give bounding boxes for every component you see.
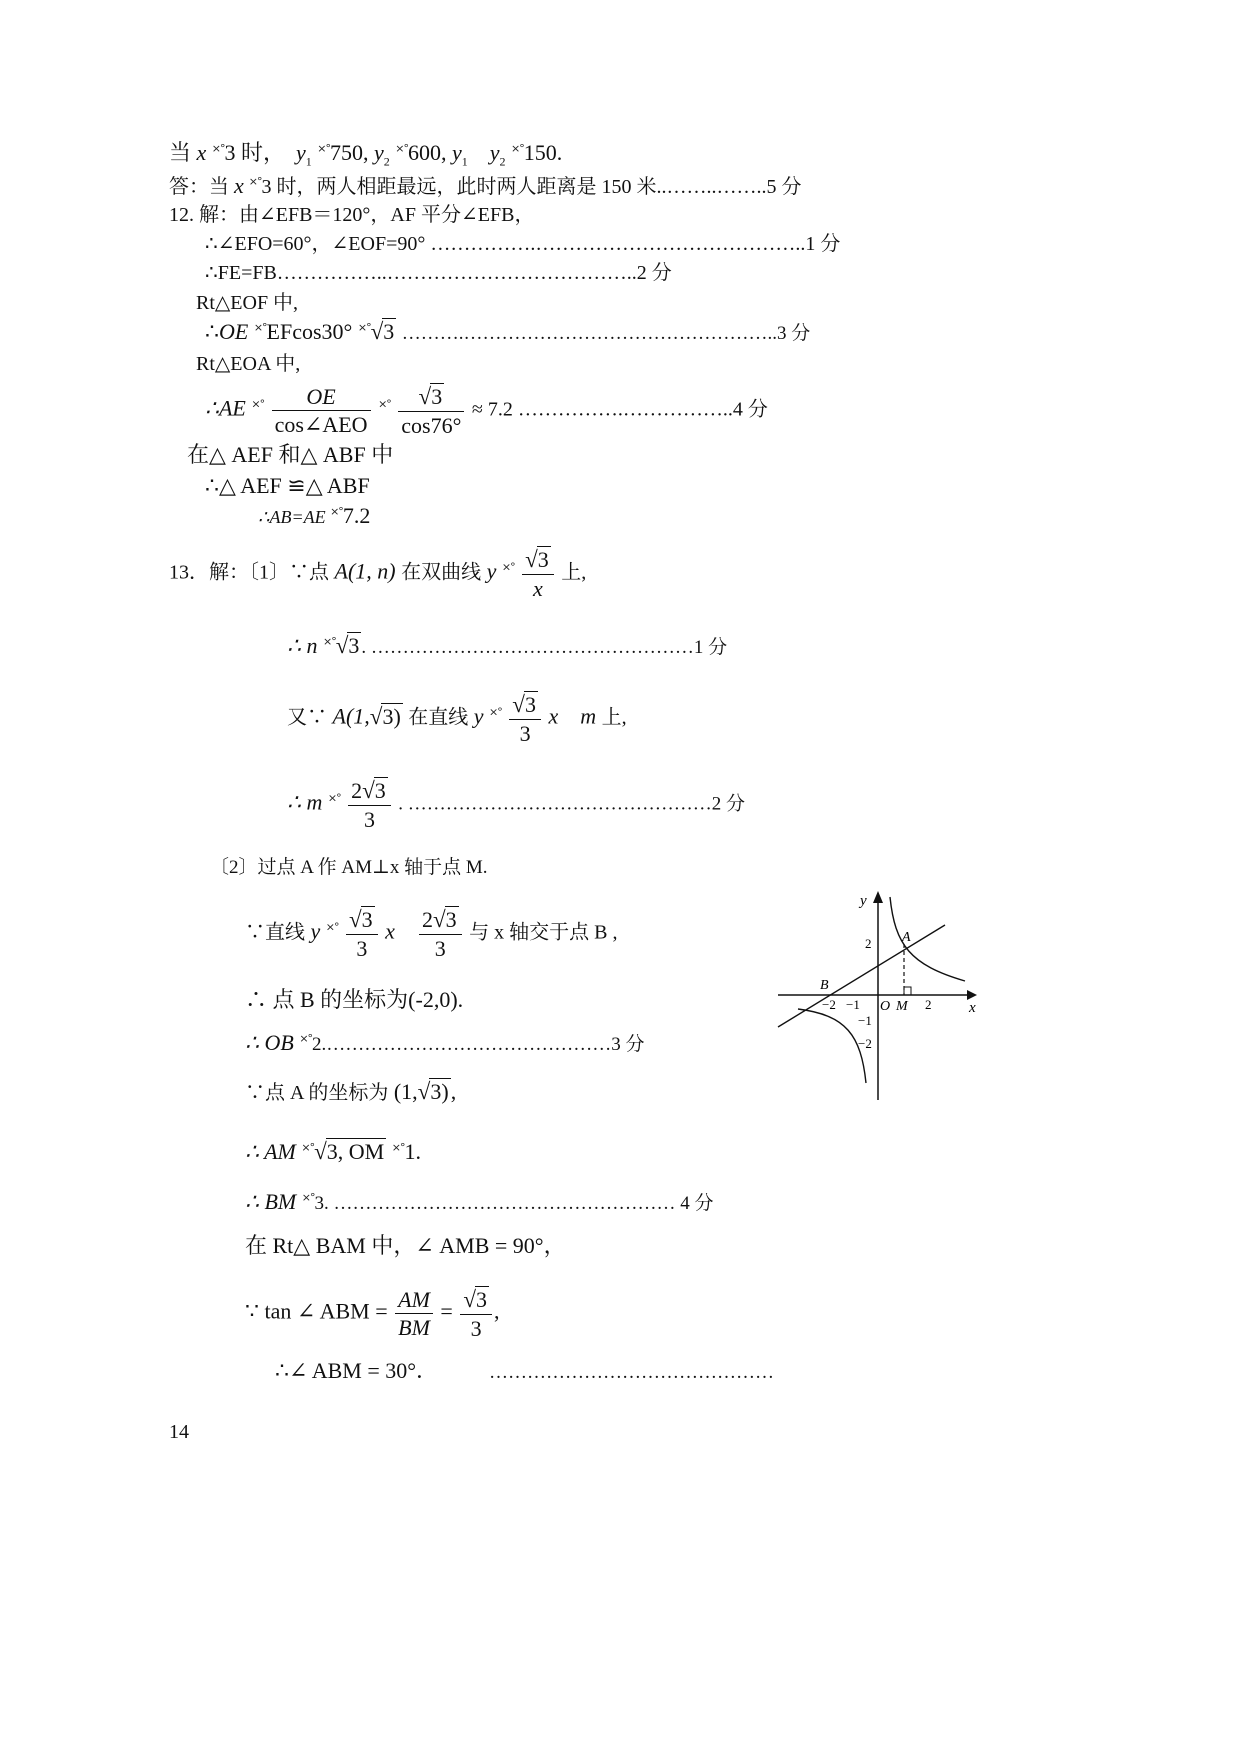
var-m: ∴ m (287, 789, 323, 815)
denominator: 3 (470, 1315, 482, 1341)
text: 上, (561, 561, 587, 584)
sqrt: √3 (370, 318, 395, 344)
value-600: 600, (407, 140, 447, 165)
text: 在直线 (408, 706, 469, 729)
text: , (494, 1298, 500, 1324)
numerator: AM (395, 1286, 433, 1315)
coordinate: (1, (393, 1079, 418, 1104)
var-bm: ∴ BM (245, 1189, 297, 1214)
y-axis-label: y (860, 893, 867, 909)
line-21: ∵点 A 的坐标为 (1,√3), (245, 1078, 457, 1104)
denominator: 3 (356, 935, 368, 961)
var-ob: ∴ OB (245, 1030, 294, 1055)
text: ……….…………………………………………..3 分 (401, 323, 811, 344)
text: EFcos30° (266, 319, 353, 344)
garbled-symbol: ×° (248, 175, 262, 188)
var-y2: y (489, 140, 500, 165)
page-number: 14 (169, 1421, 189, 1443)
garbled-symbol: ×° (301, 1141, 315, 1154)
sqrt-arg: 3 (431, 384, 443, 409)
fraction: $\frac{√3}{3}$ (460, 1285, 492, 1342)
hyperbola-branch-2 (798, 1009, 866, 1083)
sqrt-arg: 3 (445, 907, 457, 932)
fraction (395, 1286, 433, 1342)
line-16 (287, 776, 745, 833)
point-m-label: M (896, 999, 908, 1014)
garbled-symbol: ×° (327, 791, 341, 805)
text: ∵直线 (245, 921, 305, 944)
line-23 (245, 1189, 714, 1216)
sqrt-arg: 3 (348, 633, 360, 658)
denominator: 3 (363, 806, 375, 832)
line-9 (205, 382, 768, 439)
text: 当 (169, 140, 192, 165)
text: 2.………………………………………3 分 (312, 1034, 645, 1055)
garbled-symbol: ×° (378, 397, 391, 411)
text: 3. ……………………………………………… 4 分 (314, 1193, 714, 1214)
line-1: 当 x ×°3 时， $y_1$ ×°750, $y_2$ ×°600, $y_1$ $y_2$ ×°150. (169, 140, 563, 169)
fraction: $\frac{2√3}{3}$ (348, 776, 391, 833)
garbled-symbol: ×° (211, 142, 225, 155)
fraction: $\frac{2√3}{3}$ (419, 905, 462, 962)
denominator: cos76° (401, 412, 462, 438)
sqrt-arg: 3 (383, 319, 395, 344)
text: 13．解：〔1〕∵点 (169, 561, 329, 584)
y-axis-arrow (873, 891, 883, 903)
var-n: ∴ n (287, 633, 318, 658)
coefficient: 2 (421, 907, 433, 932)
denominator: BM (398, 1315, 430, 1341)
line-22: ∴ AM ×°√3, OM ×°1. (245, 1138, 421, 1164)
sqrt-arg: 3 (361, 907, 373, 932)
fraction: $\frac{√3}{\cos 76^\circ}$ (398, 382, 464, 439)
garbled-symbol: ×° (251, 397, 265, 411)
line-7 (205, 318, 810, 346)
sqrt-arg: 3 (537, 547, 549, 572)
line-14: ∴ n ×°√3 . ……………………………………………1 分 (287, 632, 728, 658)
var-x: x (234, 173, 244, 198)
sqrt-arg: 3 (476, 1287, 487, 1312)
garbled-symbol: ×° (317, 142, 330, 155)
origin-label: O (880, 999, 891, 1014)
var-ae: ∴AE (205, 395, 246, 421)
garbled-symbol: ×° (299, 1032, 313, 1045)
var-m: m (580, 703, 597, 729)
garbled-symbol: ×° (357, 321, 371, 334)
var-y2: y (374, 140, 384, 165)
text: ∵ tan ∠ ABM = (245, 1298, 388, 1324)
line-2 (169, 173, 801, 199)
line-12 (258, 503, 370, 529)
garbled-symbol: ×° (325, 920, 339, 934)
line-20 (245, 1030, 645, 1057)
garbled-symbol: ×° (511, 142, 524, 155)
var-x: x (385, 918, 395, 944)
fraction (272, 383, 371, 439)
denominator: 3 (434, 935, 446, 961)
x-tick-neg1: −1 (846, 997, 860, 1012)
text: ∴AB=AE (258, 507, 331, 527)
denominator: x (533, 575, 543, 601)
sqrt-arg: 3 (374, 778, 386, 803)
point-b-label: B (820, 978, 829, 993)
point-a: A(1, n) (334, 558, 396, 584)
sqrt-arg: 3, OM (326, 1139, 385, 1164)
line-5: ∴FE=FB……………..………………………………..2 分 (205, 262, 672, 284)
garbled-symbol: ×° (323, 635, 336, 648)
y-tick-2: 2 (865, 936, 872, 951)
numerator: OE (272, 383, 371, 412)
text: 答：当 (169, 176, 229, 198)
fraction: $\frac{√3}{x}$ (522, 545, 554, 602)
coordinate-graph (770, 885, 985, 1105)
var-y1: y (451, 140, 462, 165)
line-4: ∴∠EFO=60°，∠EOF=90° …………….…………………………………..1 分 (205, 233, 841, 255)
y-tick-neg1: −1 (858, 1013, 872, 1028)
denominator: 3 (519, 720, 531, 746)
garbled-symbol: ×° (253, 321, 267, 334)
point-a-label: A (902, 930, 911, 945)
line-8: Rt△EOA 中, (196, 353, 301, 375)
text: , (450, 1079, 457, 1104)
fraction: $\frac{√3}{3}$ (346, 905, 378, 962)
garbled-symbol: ×° (330, 505, 343, 518)
var-y: y (310, 918, 321, 944)
text: 在双曲线 (401, 561, 482, 584)
line-3: 12. 解：由∠EFB＝120°，AF 平分∠EFB， (169, 204, 535, 226)
sqrt-arg: 3) (382, 703, 401, 729)
x-tick-neg2: −2 (822, 997, 836, 1012)
text: . (556, 140, 563, 165)
var-x: x (548, 703, 559, 729)
line-15: 又∵ A(1,√3) 在直线 y ×° $\frac{√3}{3}$ x m 上, (287, 691, 627, 746)
text: 上, (601, 706, 627, 729)
garbled-symbol: ×° (501, 560, 515, 574)
line-graph (778, 925, 945, 1027)
line-25 (245, 1285, 500, 1342)
text: ∵点 A 的坐标为 (245, 1082, 389, 1104)
var-y1: y (296, 140, 306, 165)
sqrt-arg: 3 (524, 692, 536, 717)
sqrt-arg: 3) (430, 1079, 449, 1104)
text: 又∵ (287, 706, 327, 729)
var-am: ∴ AM (245, 1139, 296, 1164)
line-11: ∴△ AEF ≌△ ABF (205, 473, 370, 498)
coefficient: 2 (351, 778, 363, 803)
var-x: x (196, 140, 207, 165)
text: 3 时，两人相距最远，此时两人距离是 150 米..……..……..5 分 (261, 176, 802, 198)
line-19: ∴ 点 B 的坐标为(-2,0). (245, 987, 464, 1012)
x-axis-arrow (967, 990, 977, 1000)
garbled-symbol: ×° (391, 1141, 405, 1154)
value: 1. (404, 1139, 421, 1164)
text: . …………………………………………2 分 (398, 793, 746, 815)
garbled-symbol: ×° (489, 705, 502, 719)
point-a: A(1, (332, 703, 370, 729)
line-13 (169, 545, 586, 602)
y-tick-neg2: −2 (858, 1036, 872, 1051)
text: ≈ 7.2 …………….……………..4 分 (471, 398, 768, 421)
right-angle-mark (904, 987, 911, 995)
denominator: cos∠AEO (274, 412, 368, 438)
line-17: 〔2〕过点 A 作 AM⊥x 轴于点 M. (210, 857, 488, 878)
text: ∴∠ ABM = 30°． (275, 1358, 439, 1383)
value: 7.2 (342, 503, 371, 528)
line-6: Rt△EOF 中, (196, 292, 299, 314)
var-y: y (473, 703, 484, 729)
line-18 (245, 905, 617, 962)
x-axis-label: x (969, 1000, 976, 1016)
text: 3 时， (224, 140, 286, 165)
line-26 (275, 1358, 774, 1385)
text: 与 x 轴交于点 B , (469, 921, 618, 944)
line-24: 在 Rt△ BAM 中，∠ AMB = 90°， (245, 1233, 566, 1258)
x-tick-2: 2 (925, 997, 932, 1012)
text: = (440, 1298, 453, 1324)
garbled-symbol: ×° (301, 1191, 315, 1204)
text: . ……………………………………………1 分 (361, 637, 728, 658)
var-y: y (486, 558, 497, 584)
value-150: 150 (523, 140, 557, 165)
therefore-symbol: ∴ (205, 319, 219, 344)
value-750: 750, (330, 140, 369, 165)
garbled-symbol: ×° (395, 142, 408, 155)
line-10: 在△ AEF 和△ ABF 中 (187, 442, 394, 467)
var-oe: OE (219, 319, 249, 344)
fraction: $\frac{√3}{3}$ (509, 690, 541, 747)
text: ……………………………………… (489, 1362, 775, 1383)
